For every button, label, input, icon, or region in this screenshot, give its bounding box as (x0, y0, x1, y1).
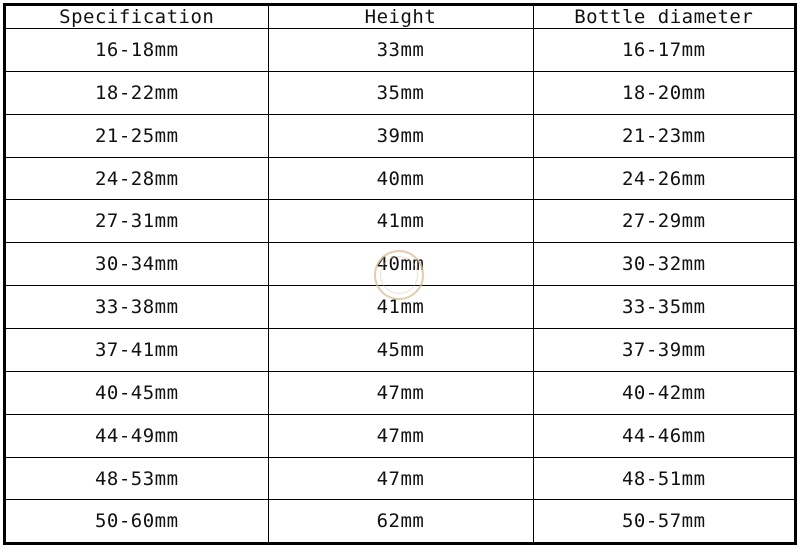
cell-bottle-diameter: 40-42mm (533, 371, 794, 414)
cell-height: 47mm (268, 457, 533, 500)
cell-bottle-diameter: 24-26mm (533, 157, 794, 200)
cell-specification: 33-38mm (6, 286, 268, 329)
cell-specification: 50-60mm (6, 500, 268, 542)
header-row (6, 6, 794, 29)
cell-specification: 27-31mm (6, 200, 268, 243)
cell-bottle-diameter: 44-46mm (533, 414, 794, 457)
header-bottle-diameter: Bottle diameter (533, 6, 794, 29)
table-row (6, 114, 794, 157)
cell-height: 47mm (268, 371, 533, 414)
table-row (6, 200, 794, 243)
cell-specification: 21-25mm (6, 114, 268, 157)
table-row (6, 157, 794, 200)
table-row (6, 371, 794, 414)
cell-bottle-diameter: 30-32mm (533, 243, 794, 286)
cell-bottle-diameter: 21-23mm (533, 114, 794, 157)
cell-height: 35mm (268, 71, 533, 114)
cell-specification: 30-34mm (6, 243, 268, 286)
cell-specification: 48-53mm (6, 457, 268, 500)
cell-specification: 44-49mm (6, 414, 268, 457)
cell-specification: 16-18mm (6, 29, 268, 72)
cell-bottle-diameter: 18-20mm (533, 71, 794, 114)
cell-bottle-diameter: 50-57mm (533, 500, 794, 542)
header-height: Height (268, 6, 533, 29)
cell-bottle-diameter: 33-35mm (533, 286, 794, 329)
cell-height: 39mm (268, 114, 533, 157)
table-row (6, 457, 794, 500)
cell-height: 41mm (268, 200, 533, 243)
table-row (6, 500, 794, 542)
cell-height: 45mm (268, 329, 533, 372)
cell-specification: 37-41mm (6, 329, 268, 372)
cell-height: 33mm (268, 29, 533, 72)
table-row (6, 414, 794, 457)
cell-specification: 24-28mm (6, 157, 268, 200)
table-row (6, 286, 794, 329)
cell-height: 40mm (268, 157, 533, 200)
cell-bottle-diameter: 27-29mm (533, 200, 794, 243)
cell-height: 40mm (268, 243, 533, 286)
table-row (6, 71, 794, 114)
table-row (6, 29, 794, 72)
table-row (6, 243, 794, 286)
cell-height: 41mm (268, 286, 533, 329)
cell-bottle-diameter: 37-39mm (533, 329, 794, 372)
spec-table-frame (3, 3, 797, 545)
header-specification: Specification (6, 6, 268, 29)
cell-specification: 18-22mm (6, 71, 268, 114)
cell-height: 62mm (268, 500, 533, 542)
table-row (6, 329, 794, 372)
cell-bottle-diameter: 16-17mm (533, 29, 794, 72)
spec-table (6, 6, 794, 542)
cell-height: 47mm (268, 414, 533, 457)
cell-specification: 40-45mm (6, 371, 268, 414)
cell-bottle-diameter: 48-51mm (533, 457, 794, 500)
